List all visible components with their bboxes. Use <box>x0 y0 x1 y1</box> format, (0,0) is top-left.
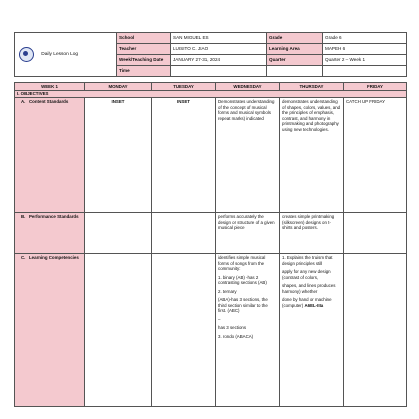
competency-paragraph: apply for any new design (contrast of colors, <box>282 269 331 280</box>
competency-paragraph: has 3 sections <box>218 325 247 330</box>
grade-value: Grade 6 <box>323 33 407 44</box>
week-date-label: Week/Teaching Date <box>117 55 171 66</box>
content-tuesday: INSET <box>152 98 216 213</box>
content-standards-row <box>15 98 407 213</box>
row-letter: C. <box>21 255 26 260</box>
performance-wednesday: performs accurately the design or structure of a given musical piece <box>216 213 280 254</box>
competency-paragraph: (ABA)-has 3 sections, the third section similar to the first. (ABC) <box>218 297 268 313</box>
performance-standards-label <box>15 213 85 254</box>
teacher-value: LUISITO C. JIAO <box>171 44 267 55</box>
competency-code: A6EL-IIIa <box>304 302 324 308</box>
performance-friday <box>344 213 407 254</box>
content-friday: CATCH UP FRIDAY <box>344 98 407 213</box>
week-date-value: JANUARY 27-31, 2024 <box>171 55 267 66</box>
col-week: WEEK 1 <box>15 83 85 91</box>
section-objectives: I. OBJECTIVES <box>15 91 407 98</box>
col-wednesday: WEDNESDAY <box>216 83 280 91</box>
col-thursday: THURSDAY <box>280 83 344 91</box>
performance-thursday: creates simple printmaking (silkscreen) designs on t-shirts and posters. <box>280 213 344 254</box>
empty-cell <box>267 66 323 77</box>
content-monday: INSET <box>85 98 152 213</box>
learning-competencies-row <box>15 254 407 407</box>
competency-paragraph: 2. ternary <box>218 288 237 294</box>
competency-paragraph: identifies simple musical forms of songs from the community: <box>218 255 266 271</box>
performance-standards-row <box>15 213 407 254</box>
col-friday: FRIDAY <box>344 83 407 91</box>
area-value: MAPEH 6 <box>323 44 407 55</box>
lesson-grid <box>14 82 407 407</box>
empty-cell <box>323 66 407 77</box>
competency-paragraph: shapes, and lines produces harmony) whether <box>282 283 336 294</box>
competencies-monday <box>85 254 152 407</box>
col-monday: MONDAY <box>85 83 152 91</box>
time-value <box>171 66 267 77</box>
competencies-wednesday <box>216 254 280 407</box>
competency-paragraph: – <box>218 316 221 322</box>
learning-competencies-label <box>15 254 85 407</box>
competencies-friday <box>344 254 407 407</box>
performance-monday <box>85 213 152 254</box>
content-wednesday: Demonstrates understanding of the concept of musical forms and musical symbols repeat marks) indicated <box>216 98 280 213</box>
row-label: Content Standards <box>29 99 69 104</box>
competencies-thursday <box>280 254 344 407</box>
content-standards-label <box>15 98 85 213</box>
row-letter: B. <box>21 214 26 219</box>
teacher-label: Teacher <box>117 44 171 55</box>
deped-seal-icon <box>19 47 34 62</box>
school-label: School <box>117 33 171 44</box>
quarter-label: Quarter <box>267 55 323 66</box>
area-label: Learning Area <box>267 44 323 55</box>
content-thursday: demonstrates understanding of shapes, colors, values, and the principles of emphasis, contrast, and harmony in printmaking and photography using new technologies. <box>280 98 344 213</box>
section-objectives-row <box>15 91 407 98</box>
competency-paragraph: 1. binary (AB) -has 2 contrasting sections (AB) <box>218 274 267 285</box>
log-title: Daily Lesson Log <box>41 51 79 57</box>
column-header-row <box>15 83 407 91</box>
col-tuesday: TUESDAY <box>152 83 216 91</box>
competencies-tuesday <box>152 254 216 407</box>
row-letter: A. <box>21 99 26 104</box>
performance-tuesday <box>152 213 216 254</box>
competency-paragraph <box>282 297 341 308</box>
row-label: Performance Standards <box>29 214 79 219</box>
school-value: SAN MIGUEL ES <box>171 33 267 44</box>
quarter-value: Quarter 2 – Week 1 <box>323 55 407 66</box>
grade-label: Grade <box>267 33 323 44</box>
competency-paragraph: 3. rondo (ABACA) <box>218 333 254 339</box>
time-label: Time <box>117 66 171 77</box>
logo-cell <box>15 33 117 77</box>
competency-paragraph: 1. Explains the truism that design principles still <box>282 255 333 266</box>
competency-text: done by hand or machine (computer) <box>282 297 332 308</box>
header-table <box>14 32 407 77</box>
row-label: Learning Competencies <box>29 255 79 260</box>
